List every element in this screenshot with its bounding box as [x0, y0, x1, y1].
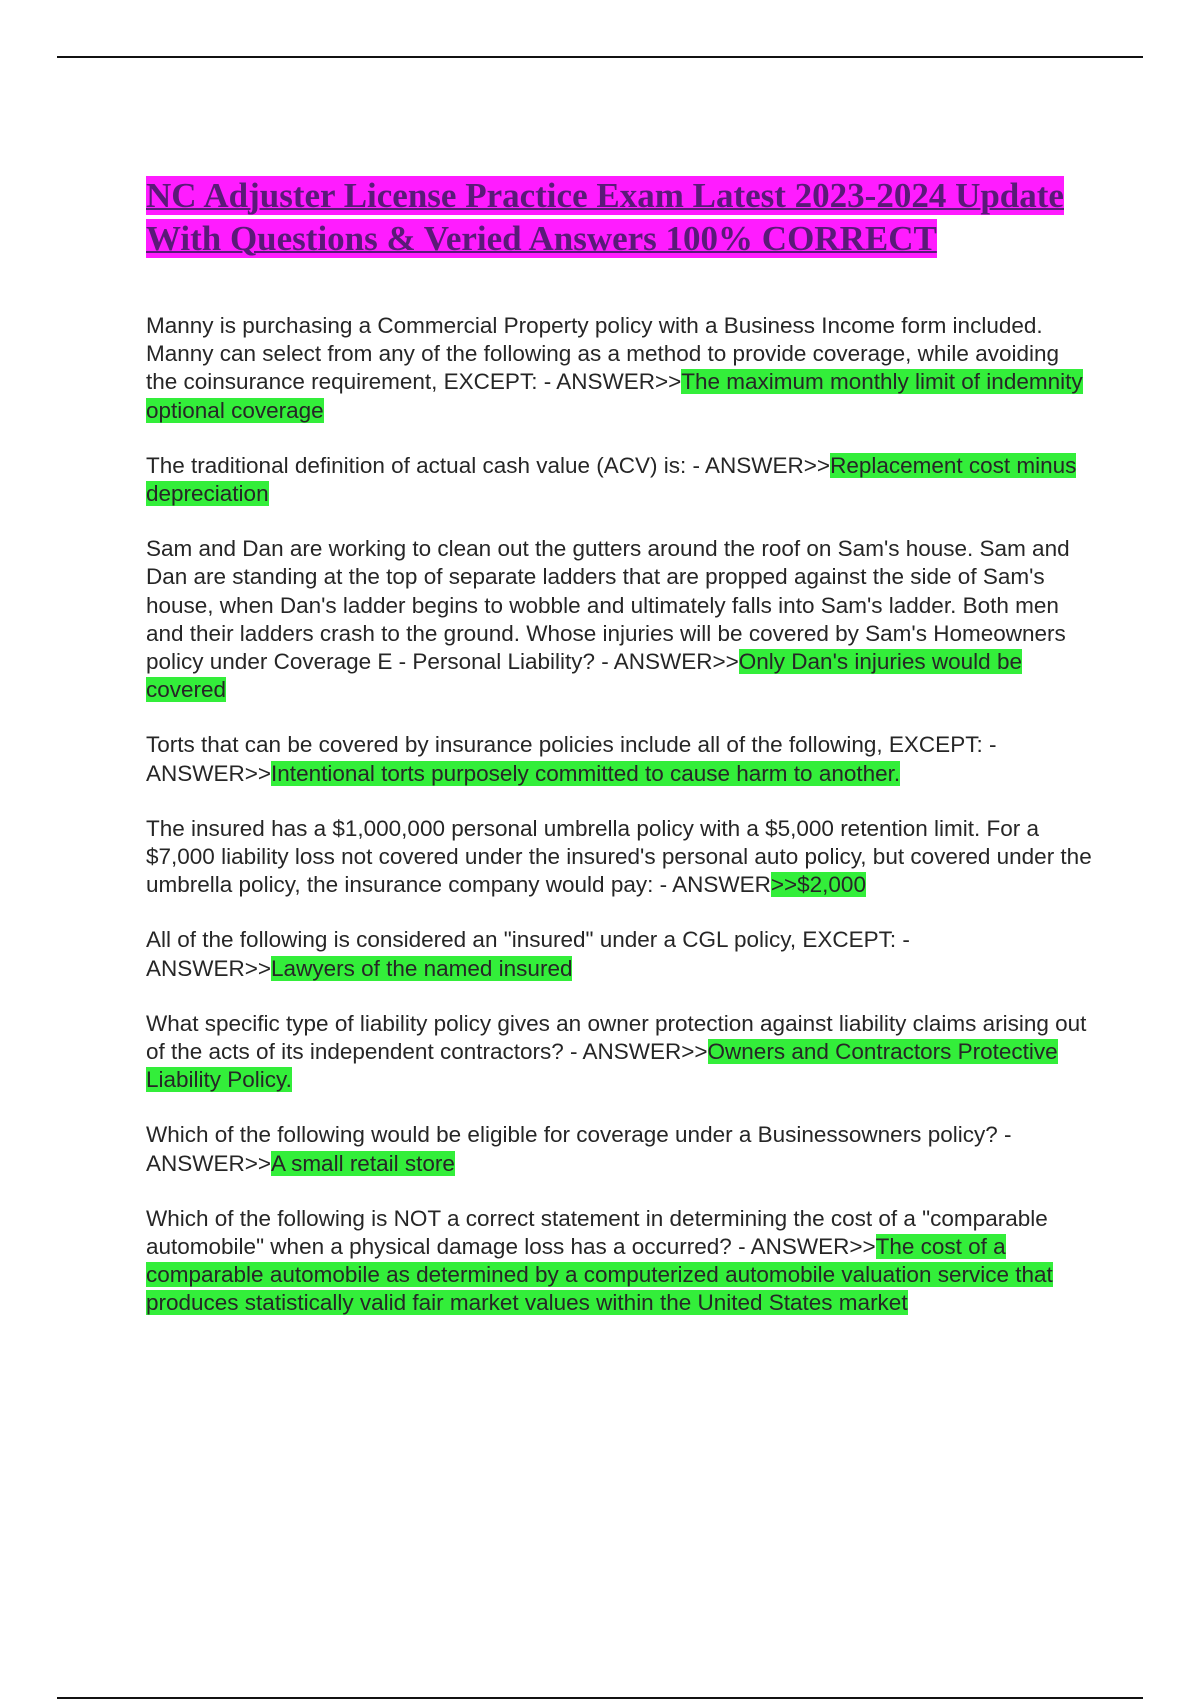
qa-item	[146, 815, 1096, 900]
question-text: The insured has a $1,000,000 personal umbrella policy with a $5,000 retention limit. For a $7,000 liability loss not covered under the insured's personal auto policy, but covered under the umbrella policy, the insurance company would pay: - ANSWER	[146, 815, 1092, 898]
question-text: Manny is purchasing a Commercial Property policy with a Business Income form included. Manny can select from any of the following as a method to provide coverage, while avoiding the coinsurance requirement, EXCEPT: - ANSWER>>	[146, 313, 1060, 395]
answer-text: Only Dan's injuries would be covered	[146, 649, 1022, 703]
qa-item	[146, 452, 1096, 508]
qa-item	[146, 1121, 1096, 1177]
question-text: Sam and Dan are working to clean out the gutters around the roof on Sam's house. Sam and Dan are standing at the top of separate ladders that are propped against the side of Sam's house, when Dan's ladder begins to wobble and ultimately falls into Sam's ladder. Both men and their ladders crash to the ground. Whose injuries will be covered by Sam's Homeowners policy under Coverage E - Personal Liability? - ANSWER>>	[146, 536, 1070, 675]
answer-text: The maximum monthly limit of indemnity optional coverage	[146, 369, 1083, 423]
answer-text: Owners and Contractors Protective Liability Policy.	[146, 1039, 1058, 1093]
qa-item	[146, 731, 1096, 787]
qa-item	[146, 1205, 1096, 1318]
qa-item	[146, 535, 1096, 704]
top-rule	[57, 56, 1143, 58]
qa-item	[146, 312, 1096, 425]
answer-text: Intentional torts purposely committed to cause harm to another.	[271, 760, 901, 786]
title-highlight: NC Adjuster License Practice Exam Latest 2023-2024 Update With Questions & Veried Answers 100% CORRECT	[146, 176, 1064, 258]
document-body	[146, 174, 1096, 1345]
qa-item	[146, 926, 1096, 982]
answer-text: Lawyers of the named insured	[271, 955, 573, 981]
answer-text: Replacement cost minus depreciation	[146, 452, 1077, 507]
qa-item	[146, 1010, 1096, 1095]
question-text: The traditional definition of actual cash value (ACV) is: - ANSWER>>	[146, 452, 831, 478]
question-text: Torts that can be covered by insurance policies include all of the following, EXCEPT: - ANSWER>>	[146, 732, 997, 786]
answer-text: A small retail store	[271, 1150, 455, 1176]
bottom-rule	[57, 1697, 1143, 1699]
question-text: All of the following is considered an "insured" under a CGL policy, EXCEPT: - ANSWER>>	[146, 927, 910, 981]
question-text: Which of the following is NOT a correct statement in determining the cost of a "comparable automobile" when a physical damage loss has a occurred? - ANSWER>>	[146, 1205, 1048, 1260]
document-title	[146, 174, 1096, 260]
answer-text: >>$2,000	[770, 872, 866, 898]
question-text: Which of the following would be eligible for coverage under a Businessowners policy? - ANSWER>>	[146, 1122, 1012, 1176]
answer-text: The cost of a comparable automobile as determined by a computerized automobile valuation service that produces statistically valid fair market values within the United States market	[146, 1234, 1053, 1316]
question-text: What specific type of liability policy gives an owner protection against liability claims arising out of the acts of its independent contractors? - ANSWER>>	[146, 1010, 1087, 1065]
